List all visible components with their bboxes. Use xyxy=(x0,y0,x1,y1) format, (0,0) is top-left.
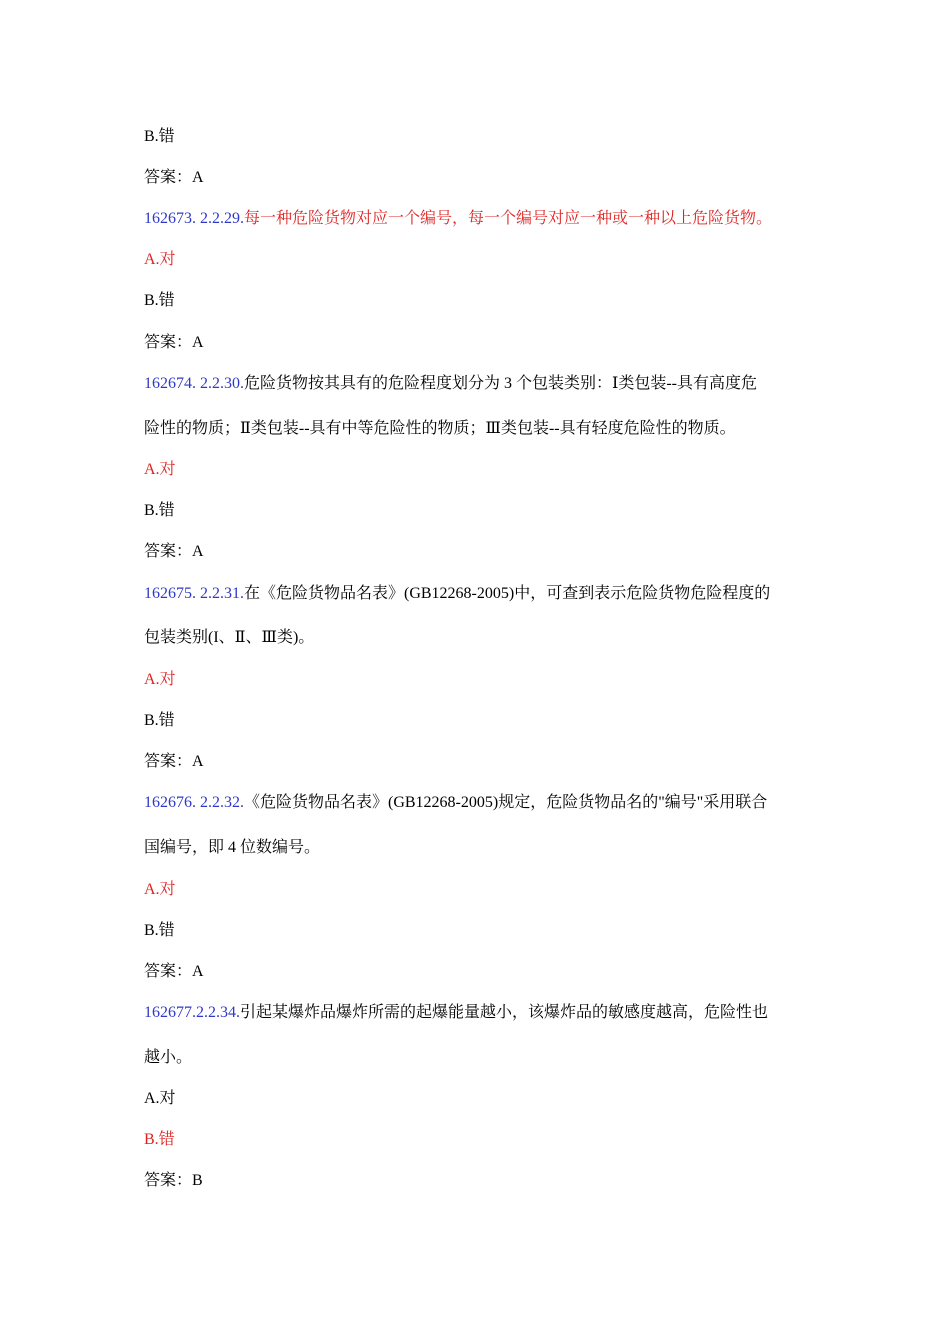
question-text-continued: 险性的物质；Ⅱ类包装--具有中等危险性的物质；Ⅲ类包装--具有轻度危险性的物质。 xyxy=(144,420,736,437)
question-162673 xyxy=(144,208,814,230)
question-text-continued: 越小。 xyxy=(144,1049,193,1066)
question-text: 危险货物按其具有的危险程度划分为 3 个包装类别：Ⅰ类包装--具有高度危 xyxy=(244,375,757,392)
question-text: 每一种危险货物对应一个编号，每一个编号对应一种或一种以上危险货物。 xyxy=(244,210,773,227)
question-text: 引起某爆炸品爆炸所需的起爆能量越小，该爆炸品的敏感度越高，危险性也 xyxy=(240,1004,769,1021)
question-162676 xyxy=(144,792,814,814)
option-a: A.对 xyxy=(144,461,176,478)
question-number: 162674. 2.2.30. xyxy=(144,375,244,392)
question-162677 xyxy=(144,1002,814,1024)
option-b: B.错 xyxy=(144,1131,175,1148)
option-b: B.错 xyxy=(144,128,175,145)
option-a: A.对 xyxy=(144,671,176,688)
question-number: 162673. 2.2.29. xyxy=(144,210,244,227)
option-b: B.错 xyxy=(144,292,175,309)
answer-line: 答案：A xyxy=(144,753,204,770)
answer-line: 答案：A xyxy=(144,543,204,560)
question-number: 162677.2.2.34. xyxy=(144,1004,240,1021)
option-b: B.错 xyxy=(144,712,175,729)
question-text: 在《危险货物品名表》(GB12268-2005)中，可查到表示危险货物危险程度的 xyxy=(244,585,771,602)
option-a: A.对 xyxy=(144,1090,176,1107)
answer-line: 答案：B xyxy=(144,1172,203,1189)
answer-line: 答案：A xyxy=(144,963,204,980)
answer-line: 答案：A xyxy=(144,334,204,351)
option-b: B.错 xyxy=(144,502,175,519)
question-162674 xyxy=(144,373,814,395)
question-text: 《危险货物品名表》(GB12268-2005)规定，危险货物品名的"编号"采用联合 xyxy=(244,794,768,811)
question-number: 162676. 2.2.32. xyxy=(144,794,244,811)
question-number: 162675. 2.2.31. xyxy=(144,585,244,602)
answer-line: 答案：A xyxy=(144,169,204,186)
option-b: B.错 xyxy=(144,922,175,939)
question-text-continued: 国编号，即 4 位数编号。 xyxy=(144,839,321,856)
question-text-continued: 包装类别(I、Ⅱ、Ⅲ类)。 xyxy=(144,629,315,646)
option-a: A.对 xyxy=(144,251,176,268)
option-a: A.对 xyxy=(144,881,176,898)
question-162675 xyxy=(144,583,814,605)
